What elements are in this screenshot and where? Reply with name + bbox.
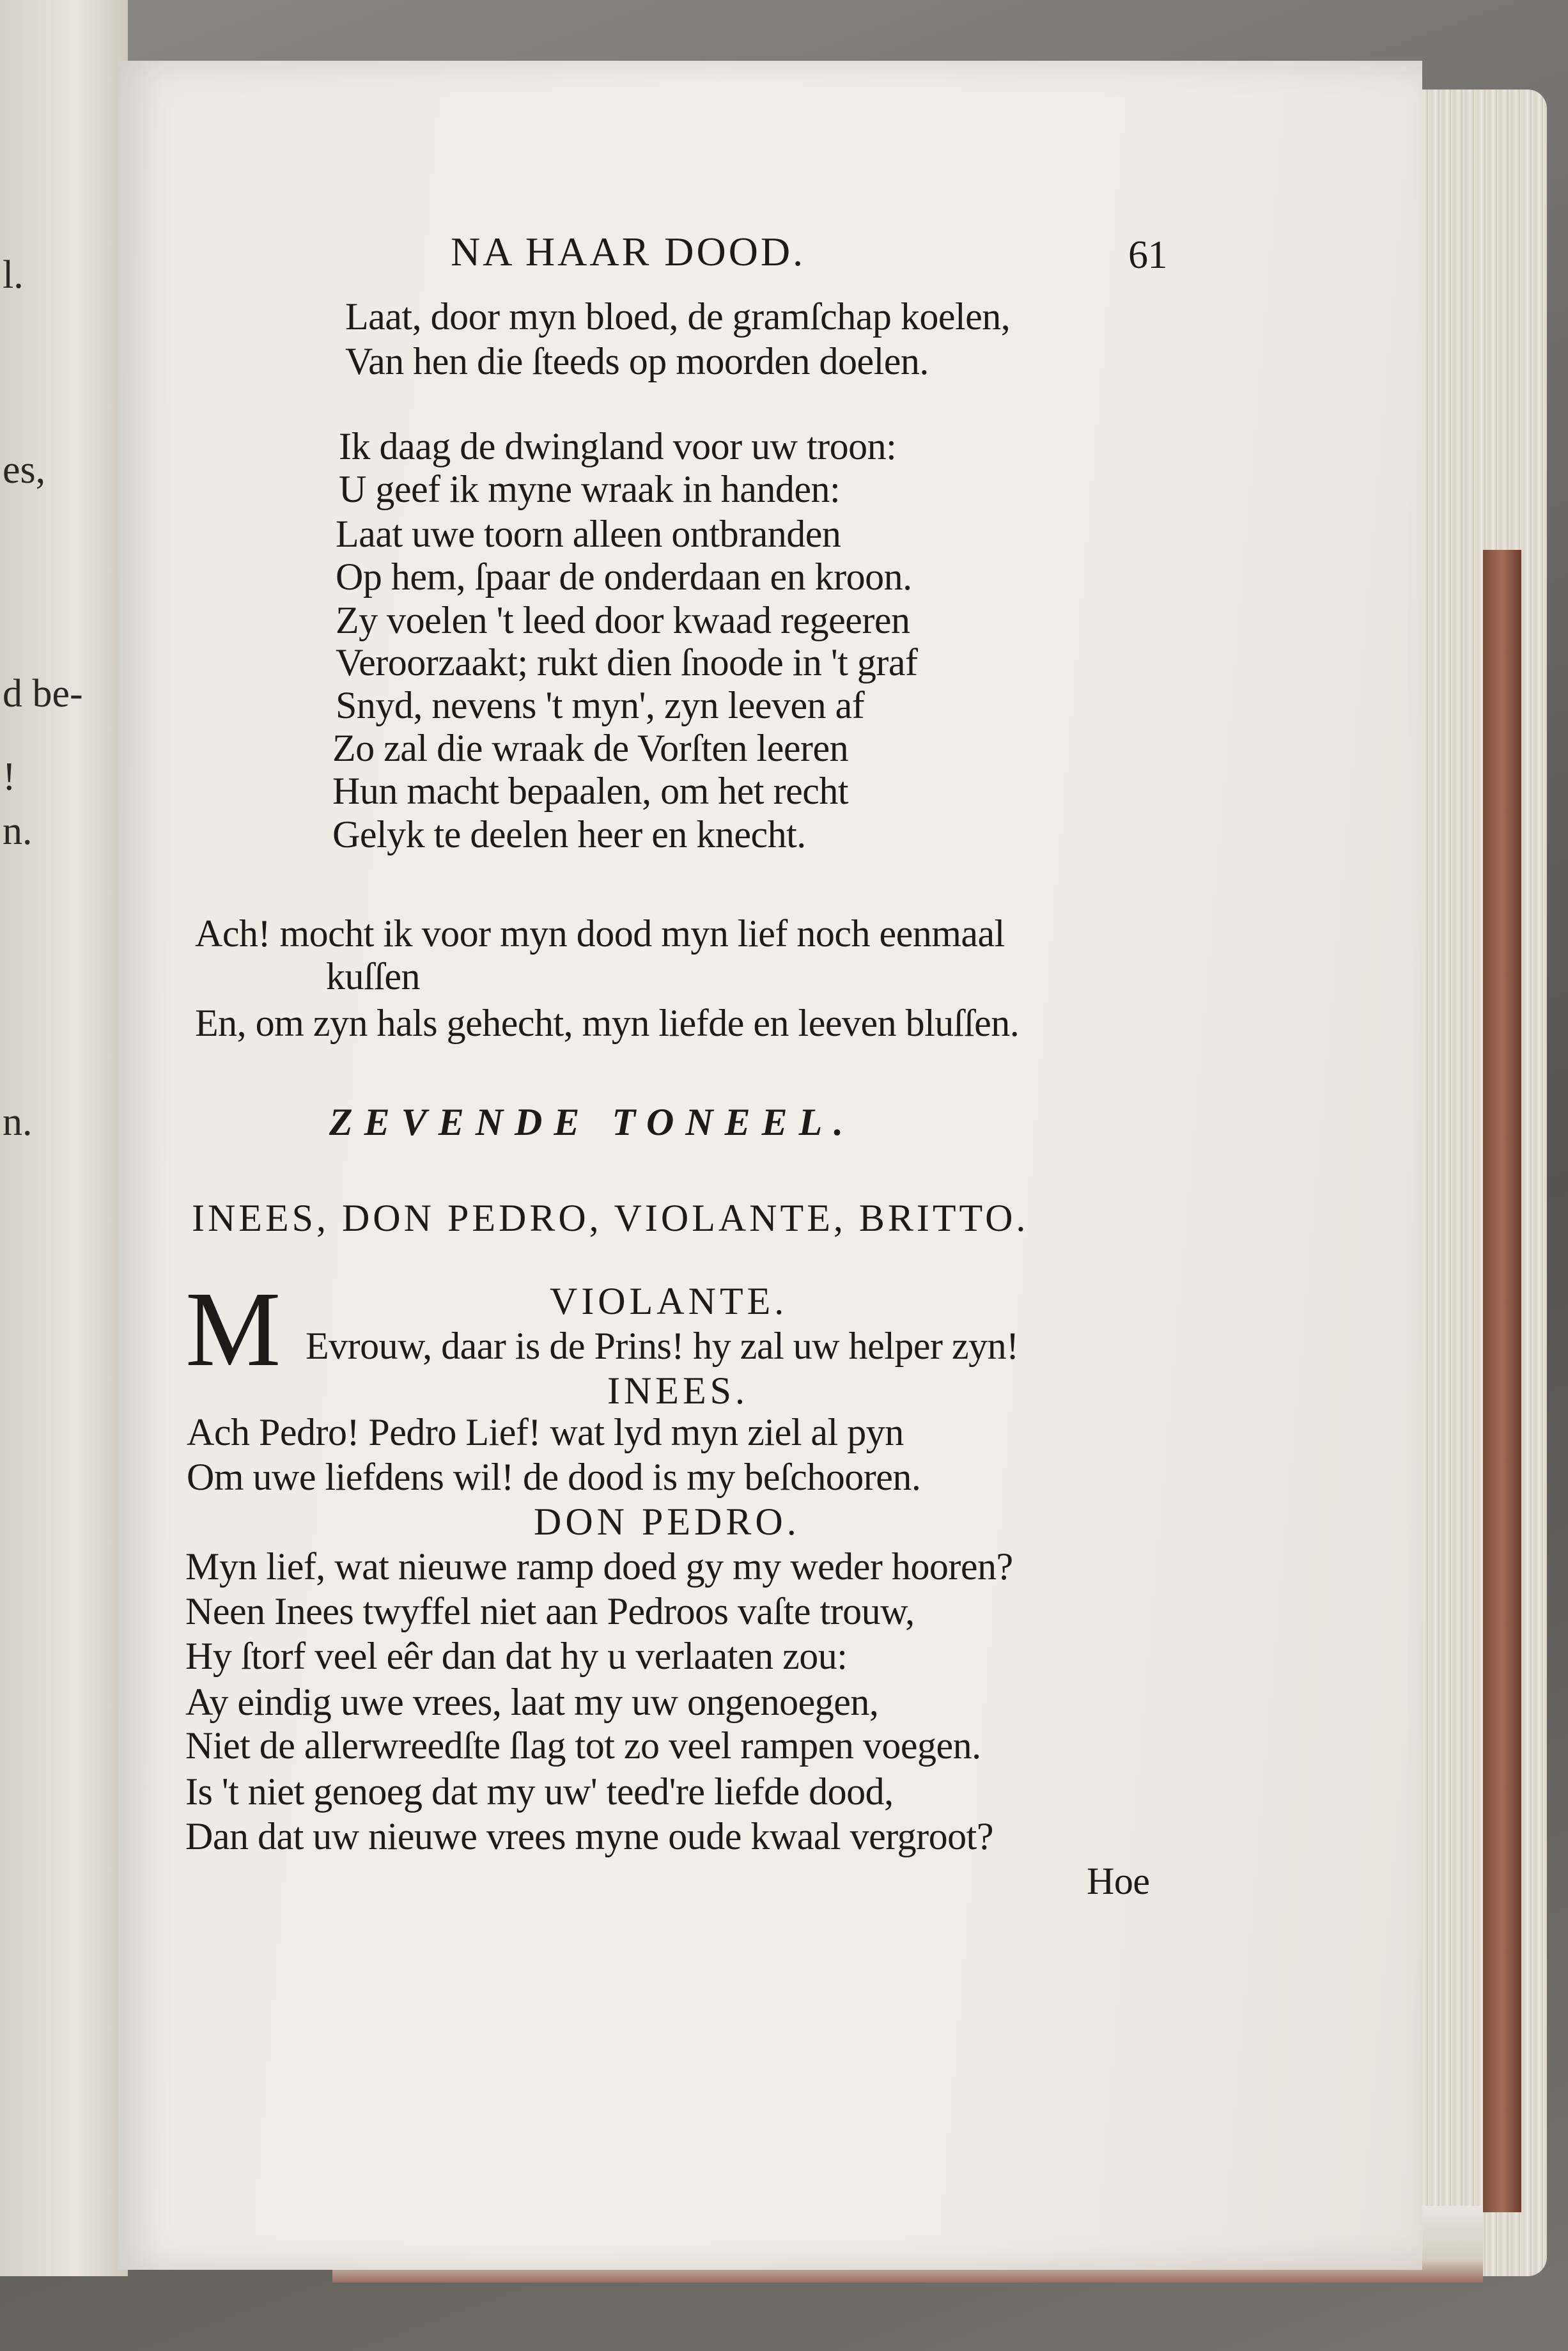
verse-line: Veroorzaakt; rukt dien ſnoode in 't graf [336,641,918,683]
verse-line: Van hen die ſteeds op moorden doelen. [345,340,929,382]
verse-line: Zy voelen 't leed door kwaad regeeren [336,599,910,641]
left-page-fragment: d be- [3,672,83,715]
verse-line: Hun macht bepaalen, om het recht [332,770,849,812]
binding-leather [1483,550,1521,2212]
dialogue-line: Dan dat uw nieuwe vrees myne oude kwaal vergroot? [185,1815,993,1857]
verse-line: Laat, door myn bloed, de gramſchap koelen, [345,295,1011,338]
left-page-fragment: es, [3,448,46,492]
verse-line: En, om zyn hals gehecht, myn liefde en leeven bluſſen. [195,1002,1020,1044]
left-page-edge [0,0,128,2276]
dialogue-line: Ay eindig uwe vrees, laat my uw ongenoegen, [185,1681,879,1723]
dialogue-line: Hy ſtorf veel eêr dan dat hy u verlaaten zou: [185,1635,848,1677]
drop-cap: M [185,1270,281,1389]
verse-line: kuſſen [326,955,420,997]
verse-line: Snyd, nevens 't myn', zyn leeven af [336,684,865,726]
dialogue-line: Niet de allerwreedſte ſlag tot zo veel rampen voegen. [185,1724,981,1767]
speaker-name: VIOLANTE. [550,1280,788,1322]
verse-line: U geef ik myne wraak in handen: [339,468,841,510]
book-page [118,61,1422,2270]
dialogue-line: Om uwe liefdens wil! de dood is my beſchooren. [187,1456,921,1498]
catchword: Hoe [1087,1860,1150,1902]
verse-line: Laat uwe toorn alleen ontbranden [336,513,841,555]
verse-line: Op hem, ſpaar de onderdaan en kroon. [336,556,912,598]
cast-list: INEES, DON PEDRO, VIOLANTE, BRITTO. [192,1197,1029,1239]
verse-line: Gelyk te deelen heer en knecht. [332,813,806,855]
dialogue-line: Myn lief, wat nieuwe ramp doed gy my weder hooren? [185,1545,1013,1588]
speaker-name: INEES. [607,1370,749,1412]
page-number: 61 [1128,233,1167,277]
dialogue-line: Is 't niet genoeg dat my uw' teed're liefde dood, [185,1770,894,1813]
dialogue-line: Neen Inees twyffel niet aan Pedroos vaſte trouw, [185,1590,915,1632]
verse-line: Ach! mocht ik voor myn dood myn lief noch eenmaal [195,912,1005,955]
verse-line: Zo zal die wraak de Vorſten leeren [332,727,849,769]
left-page-fragment: n. [3,1100,33,1144]
dialogue-line: Evrouw, daar is de Prins! hy zal uw helper zyn! [306,1325,1019,1367]
scene-title: ZEVENDE TONEEL. [329,1101,855,1143]
speaker-name: DON PEDRO. [534,1501,800,1543]
left-page-fragment: l. [3,253,24,297]
left-page-fragment: ! [3,755,16,799]
running-head: NA HAAR DOOD. [451,229,806,274]
verse-line: Ik daag de dwingland voor uw troon: [339,425,897,467]
left-page-fragment: n. [3,809,33,853]
dialogue-line: Ach Pedro! Pedro Lief! wat lyd myn ziel al pyn [187,1411,904,1453]
